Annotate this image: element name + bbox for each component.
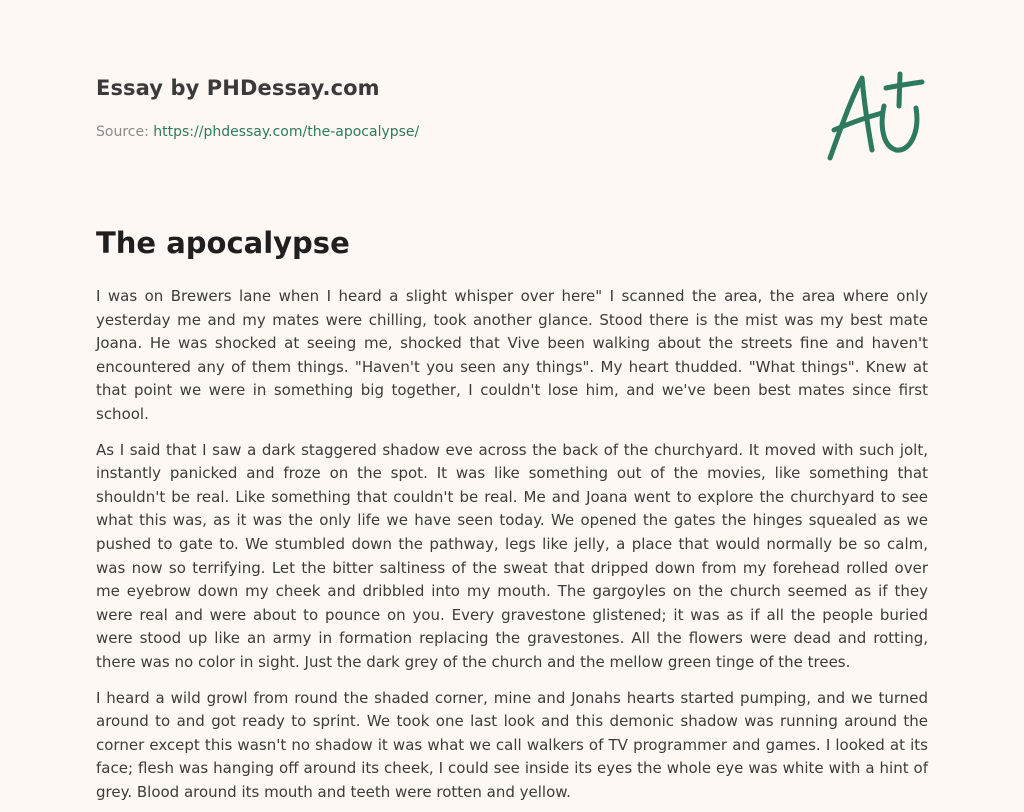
- a-plus-grade-icon: [820, 66, 930, 166]
- source-line: [96, 124, 419, 140]
- site-title: Essay by PHDessay.com: [96, 76, 380, 100]
- source-link[interactable]: https://phdessay.com/the-apocalypse/: [153, 124, 420, 140]
- source-label: Source:: [96, 124, 149, 140]
- essay-title: The apocalypse: [96, 226, 350, 260]
- essay-paragraph: As I said that I saw a dark staggered shadow eve across the back of the churchyard. It moved with such jolt, instantly panicked and froze on the spot. It was like something out of the movies, like something that shouldn't be real. Like something that couldn't be real. Me and Joana went to explore the churchyard to see what this was, as it was the only life we have seen today. We opened the gates the hinges squealed as we pushed to gate to. We stumbled down the pathway, legs like jelly, a place that would normally be so calm, was now so terrifying. Let the bitter saltiness of the sweat that dripped down from my forehead rolled over me eyebrow down my cheek and dribbled into my mouth. The gargoyles on the church seemed as if they were real and were about to pounce on you. Every gravestone glistened; it was as if all the people buried were stood up like an army in formation replacing the gravestones. All the flowers were dead and rotting, there was no color in sight. Just the dark grey of the church and the mellow green tinge of the trees.: [96, 440, 928, 671]
- essay-body: [96, 285, 928, 812]
- essay-paragraph: I was on Brewers lane when I heard a slight whisper over here" I scanned the area, the area where only yesterday me and my mates were chilling, took another glance. Stood there is the mist was my best mate Joana. He was shocked at seeing me, shocked that Vive been walking about the streets fine and haven't encountered any of them things. "Haven't you seen any things". My heart thudded. "What things". Knew at that point we were in something big together, I couldn't lose him, and we've been best mates since first school.: [96, 287, 928, 423]
- essay-paragraph: I heard a wild growl from round the shaded corner, mine and Jonahs hearts started pumping, and we turned around to and got ready to sprint. We took one last look and this demonic shadow was running around the corner except this wasn't no shadow it was what we call walkers of TV programmer and games. I looked at its face; flesh was hanging off around its cheek, I could see inside its eyes the whole eye was white with a hint of grey. Blood around its mouth and teeth were rotten and yellow.: [96, 688, 928, 801]
